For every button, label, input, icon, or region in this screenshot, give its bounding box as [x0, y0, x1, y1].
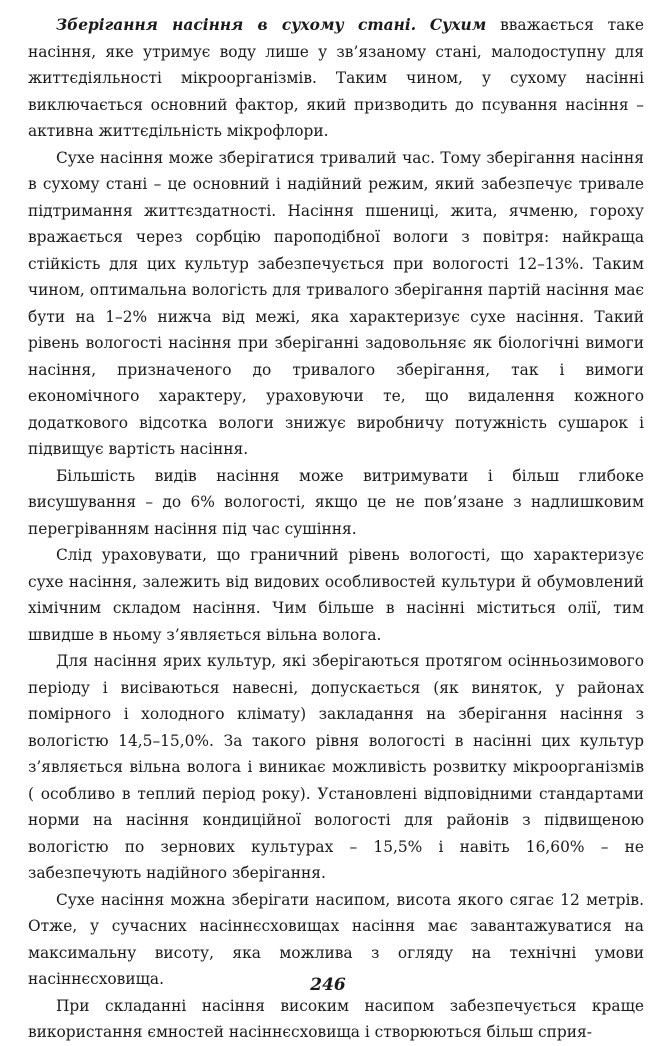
section-lead: Зберігання насіння в сухому стані. [56, 16, 417, 34]
paragraph-3: Більшість видів насіння може витримувати і більш глибоке висушування – до 6% вологості, якщо це не пов’язане з надлишковим перегріванням насіння під час сушіння. [28, 466, 644, 538]
paragraph-6: Сухе насіння можна зберігати насипом, висота якого сягає 12 метрів. Отже, у сучасних насіннєсховищах насіння має завантажуватися на максимальну висоту, яка можлива з огляду на технічні умови насіннєсховища. [28, 890, 644, 988]
page-number: 246 [310, 975, 346, 995]
paragraph-4: Слід ураховувати, що граничний рівень вологості, що характеризує сухе насіння, залежить від видових особливостей культури й обумовлений хімічним складом насіння. Чим більше в насінні міститься олії, тим швидше в ньому з’являється вільна волога. [28, 546, 644, 644]
term-lead: Сухим [429, 16, 487, 34]
paragraph-5: Для насіння ярих культур, які зберігаються протягом осінньозимового періоду і висіваються навесні, допускається (як виняток, у районах помірного і холодного клімату) закладання на зберігання насіння з вологістю 14,5–15,0%. За такого рівня вологості в насінні цих культур з’являється вільна волога і виникає можливість розвитку мікроорганізмів ( особливо в теплий період року). Установлені відповідними стандартами норми на насіння кондиційної вологості для районів з підвищеною вологістю по зернових культурах – 15,5% і навіть 16,60% – не забезпечують надійного зберігання. [28, 652, 644, 882]
body-text [28, 12, 644, 1046]
paragraph-2: Сухе насіння може зберігатися тривалий час. Тому зберігання насіння в сухому стані – це основний і надійний режим, який забезпечує тривале підтримання життєздатності. Насіння пшениці, жита, ячменю, гороху вражається через сорбцію пароподібної вологи з повітря: найкраща стійкість для цих культур забезпечується при вологості 12–13%. Таким чином, оптимальна вологість для тривалого зберігання партій насіння має бути на 1–2% нижча від межі, яка характеризує сухе насіння. Такий рівень вологості насіння при зберіганні задовольняє як біологічні вимоги насіння, призначеного до тривалого зберігання, так і вимоги економічного характеру, ураховуючи те, що видалення кожного додаткового відсотка вологи знижує виробничу потужність сушарок і підвищує вартість насіння. [28, 148, 644, 458]
paragraph-7: При складанні насіння високим насипом забезпечується краще використання ємностей насіннєсховища і створюються більш сприя- [28, 996, 644, 1041]
paragraph-1 [28, 12, 644, 145]
paragraph-1-text: вважається таке насіння, яке утримує воду лише у зв’язаному стані, малодоступну для життєдіяльності мікроорганізмів. Таким чином, у сухому насінні виключається основний фактор, який призводить до псування насіння – активна життєдільність мікрофлори. [28, 16, 644, 140]
